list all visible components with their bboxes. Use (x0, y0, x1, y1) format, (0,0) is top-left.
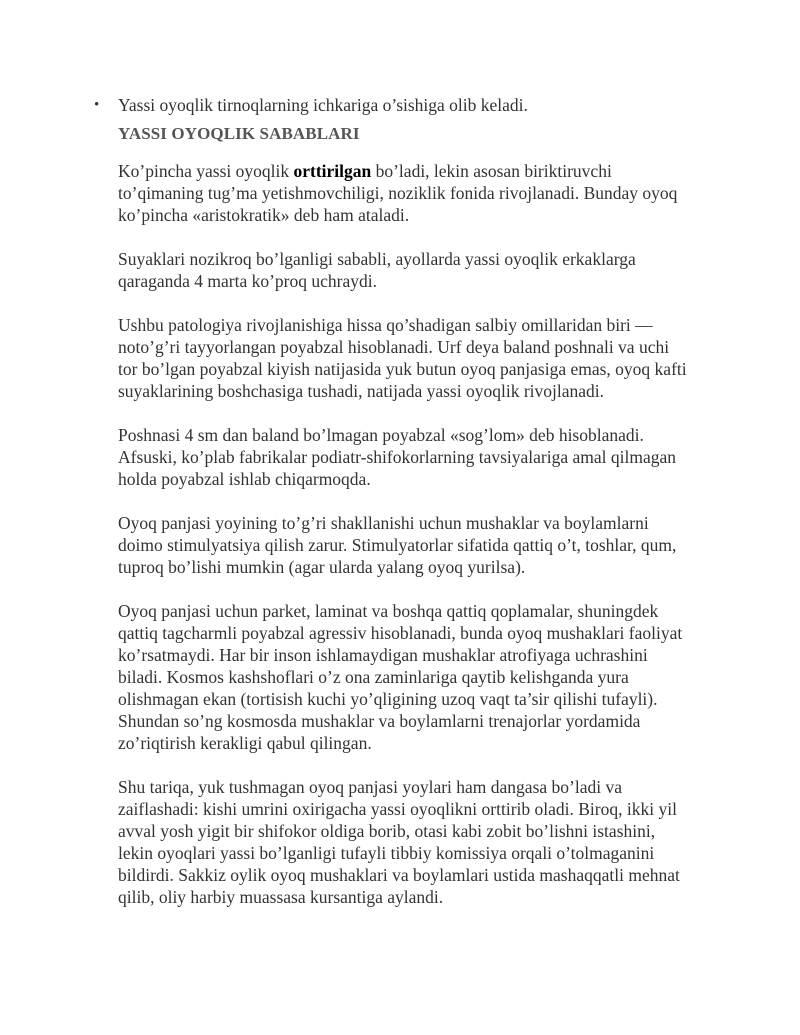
paragraph-5: Oyoq panjasi yoyining to’g’ri shakllanishi uchun mushaklar va boylamlarni doimo stimulyatsiya qilish zarur. Stimulyatorlar sifatida qattiq o’t, toshlar, qum, tuproq bo’lishi mumkin (agar ularda yalang oyoq yurilsa). (118, 513, 677, 577)
paragraph-1 (118, 160, 688, 226)
bullet-icon: • (94, 97, 100, 113)
bold-term: orttirilgan (293, 161, 372, 181)
paragraph-6: Oyoq panjasi uchun parket, laminat va boshqa qattiq qoplamalar, shuningdek qattiq tagcharmli poyabzal agressiv hisoblanadi, bunda oyoq mushaklari faoliyat ko’rsatmaydi. Har bir inson ishlamaydigan mushaklar atrofiyaga uchrashini biladi. Kosmos kashshoflari o’z ona zaminlariga qaytib kelishganda yura olishmagan ekan (tortisish kuchi yo’qligining uzoq vaqt ta’sir qilishi tufayli). Shundan so’ng kosmosda mushaklar va boylamlarni trenajorlar yordamida zo’riqtirish kerakligi qabul qilingan. (118, 601, 683, 753)
paragraph-3: Ushbu patologiya rivojlanishiga hissa qo’shadigan salbiy omillaridan biri — noto’g’ri tayyorlangan poyabzal hisoblanadi. Urf deya baland poshnali va uchi tor bo’lgan poyabzal kiyish natijasida yuk butun oyoq panjasiga emas, oyoq kafti suyaklarining boshchasiga tushadi, natijada yassi oyoqlik rivojlanadi. (118, 315, 687, 401)
paragraph-1-text-start: Ko’pincha yassi oyoqlik (118, 161, 294, 181)
paragraph-2: Suyaklari nozikroq bo’lganligi sababli, ayollarda yassi oyoqlik erkaklarga qaraganda 4 marta ko’proq uchraydi. (118, 249, 636, 291)
paragraph-7: Shu tariqa, yuk tushmagan oyoq panjasi yoylari ham dangasa bo’ladi va zaiflashadi: kishi umrini oxirigacha yassi oyoqlikni orttirib oladi. Biroq, ikki yil avval yosh yigit bir shifokor oldiga borib, otasi kabi zobit bo’lishni istashini, lekin oyoqlari yassi bo’lganligi tufayli tibbiy komissiya orqali o’tolmaganini bildirdi. Sakkiz oylik oyoq mushaklari va boylamlari ustida mashaqqatli mehnat qilib, oliy harbiy muassasa kursantiga aylandi. (118, 777, 680, 907)
paragraph-1-text-end: bo’ladi, lekin asosan biriktiruvchi to’qimaning tug’ma yetishmovchiligi, noziklik fonida rivojlanadi. Bunday oyoq ko’pincha «aristokratik» deb ham ataladi. (118, 161, 678, 225)
bullet-text: Yassi oyoqlik tirnoqlarning ichkariga o’sishiga olib keladi. (118, 95, 528, 115)
paragraph-4: Poshnasi 4 sm dan baland bo’lmagan poyabzal «sog’lom» deb hisoblanadi. Afsuski, ko’plab fabrikalar podiatr-shifokorlarning tavsiyalariga amal qilmagan holda poyabzal ishlab chiqarmoqda. (118, 425, 677, 489)
section-heading: YASSI OYOQLIK SABABLARI (118, 124, 360, 143)
article-body (118, 160, 688, 930)
